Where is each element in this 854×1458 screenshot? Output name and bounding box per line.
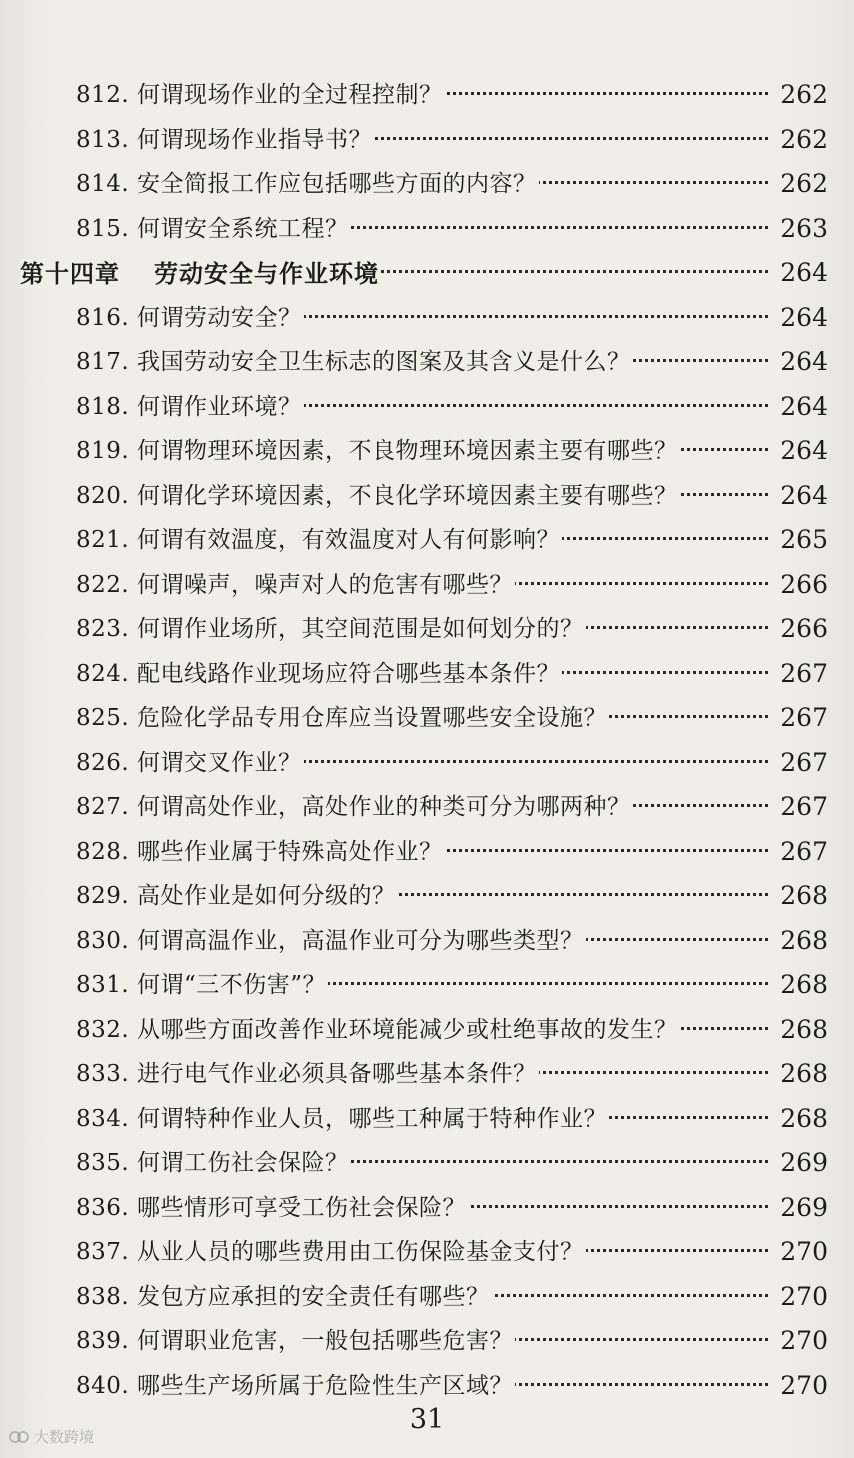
page-ref: 267: [780, 658, 828, 688]
toc-entry-row: [0, 602, 854, 647]
question-text: 何谓劳动安全？: [137, 304, 302, 331]
toc-entry-row: [0, 1314, 854, 1359]
question-text: 哪些生产场所属于危险性生产区域？: [137, 1372, 514, 1399]
toc-entry-title: [76, 210, 764, 243]
toc-entry-row: [0, 380, 854, 425]
page-ref: 264: [780, 347, 828, 376]
toc-entry-row: [0, 1047, 854, 1092]
chapter-title: 劳动安全与作业环境: [154, 259, 379, 288]
question-text: 何谓作业环境？: [137, 393, 302, 420]
toc-entry-text: [76, 483, 680, 509]
toc-entry-text: [20, 259, 381, 288]
question-text: 何谓现场作业的全过程控制？: [137, 82, 443, 108]
toc-entry-text: [76, 661, 562, 687]
question-text: 我国劳动安全卫生标志的图案及其含义是什么？: [137, 349, 631, 375]
toc-entry-row: [0, 1003, 854, 1048]
toc-entry-row: [0, 291, 854, 336]
watermark: [8, 1426, 94, 1447]
toc-entry-text: [76, 1150, 351, 1176]
toc-entry-title: [76, 744, 764, 777]
toc-entry-text: [76, 839, 445, 865]
toc-entry-title: [76, 1055, 764, 1088]
question-number: 838.: [76, 1283, 130, 1310]
toc-entry-text: [76, 1017, 680, 1043]
toc-entry-text: [76, 750, 304, 776]
page-ref: 265: [780, 525, 828, 554]
page-ref: 264: [780, 391, 828, 421]
chapter-number: 第十四章: [20, 259, 120, 288]
page-ref: 264: [780, 480, 828, 510]
page-ref: 266: [780, 569, 828, 599]
toc-entry-row: [0, 68, 854, 113]
toc-entry-title: [76, 299, 764, 332]
question-number: 833.: [76, 1061, 130, 1087]
watermark-text: 大数跨境: [34, 1428, 95, 1446]
toc-entry-text: [76, 883, 398, 909]
question-number: 817.: [76, 349, 130, 375]
page-ref: 268: [780, 881, 828, 910]
question-text: 何谓交叉作业？: [137, 749, 302, 776]
toc-entry-title: [76, 699, 764, 732]
toc-entry-text: [76, 349, 633, 375]
page-ref: 263: [780, 213, 828, 243]
question-text: 何谓现场作业指导书？: [137, 126, 373, 153]
toc-entry-text: [76, 972, 328, 998]
toc-entry-title: [76, 343, 764, 376]
question-text: 哪些情形可享受工伤社会保险？: [137, 1194, 467, 1221]
question-number: 826.: [76, 749, 130, 776]
toc-entry-row: [0, 736, 854, 781]
toc-entry-title: [20, 254, 764, 289]
question-number: 831.: [76, 972, 130, 998]
toc-entry-row: [0, 647, 854, 692]
toc-entry-text: [76, 1195, 468, 1221]
question-text: 何谓特种作业人员，哪些工种属于特种作业？: [137, 1105, 608, 1132]
toc-entry-row: [0, 869, 854, 914]
toc-entry-title: [76, 877, 764, 910]
question-number: 828.: [76, 838, 130, 865]
toc-entry-title: [76, 655, 764, 688]
page-ref: 270: [780, 1370, 828, 1400]
watermark-logo-icon: [8, 1428, 30, 1446]
question-number: 814.: [76, 171, 130, 197]
question-number: 821.: [76, 527, 130, 553]
page-ref: 262: [780, 169, 828, 198]
question-number: 822.: [76, 571, 130, 598]
toc-entry-row: [0, 113, 854, 158]
table-of-contents: [0, 68, 854, 1403]
question-number: 840.: [76, 1372, 130, 1399]
question-text: 何谓噪声，噪声对人的危害有哪些？: [137, 571, 514, 598]
toc-chapter-row: [0, 246, 854, 291]
question-text: 从哪些方面改善作业环境能减少或杜绝事故的发生？: [137, 1016, 678, 1043]
toc-entry-title: [76, 1144, 764, 1177]
toc-entry-title: [76, 1189, 764, 1222]
question-text: 何谓职业危害，一般包括哪些危害？: [137, 1328, 514, 1354]
toc-entry-row: [0, 691, 854, 736]
toc-entry-row: [0, 157, 854, 202]
question-text: 发包方应承担的安全责任有哪些？: [137, 1283, 490, 1310]
page-ref: 268: [780, 1014, 828, 1044]
toc-entry-title: [76, 121, 764, 154]
toc-entry-row: [0, 914, 854, 959]
toc-entry-row: [0, 335, 854, 380]
toc-entry-title: [76, 432, 764, 465]
question-number: 816.: [76, 304, 130, 331]
toc-entry-text: [76, 82, 445, 108]
question-text: 何谓化学环境因素，不良化学环境因素主要有哪些？: [137, 482, 678, 509]
toc-entry-text: [76, 1328, 515, 1354]
toc-entry-text: [76, 616, 586, 642]
question-number: 839.: [76, 1328, 130, 1354]
question-text: 何谓作业场所，其空间范围是如何划分的？: [137, 616, 584, 642]
toc-entry-title: [76, 966, 764, 999]
page-ref: 270: [780, 1237, 828, 1266]
toc-entry-row: [0, 513, 854, 558]
question-number: 812.: [76, 82, 130, 108]
toc-entry-text: [76, 127, 374, 153]
toc-entry-text: [76, 1061, 539, 1087]
toc-entry-text: [76, 305, 304, 331]
question-text: 安全简报工作应包括哪些方面的内容？: [137, 171, 537, 197]
toc-entry-title: [76, 76, 764, 109]
toc-entry-row: [0, 558, 854, 603]
toc-entry-row: [0, 958, 854, 1003]
question-text: 哪些作业属于特殊高处作业？: [137, 838, 443, 865]
question-number: 825.: [76, 705, 130, 731]
toc-entry-text: [76, 1106, 609, 1132]
page-ref: 264: [780, 302, 828, 332]
toc-entry-title: [76, 833, 764, 866]
toc-entry-title: [76, 521, 764, 554]
question-text: 配电线路作业现场应符合哪些基本条件？: [137, 660, 561, 687]
toc-entry-text: [76, 1239, 586, 1265]
toc-entry-title: [76, 388, 764, 421]
toc-entry-row: [0, 1136, 854, 1181]
toc-entry-title: [76, 922, 764, 955]
page-ref: 268: [780, 925, 828, 955]
question-number: 832.: [76, 1016, 130, 1043]
page-ref: 266: [780, 614, 828, 643]
page-ref: 267: [780, 836, 828, 866]
question-text: 从业人员的哪些费用由工伤保险基金支付？: [137, 1239, 584, 1265]
question-number: 815.: [76, 215, 130, 242]
toc-entry-text: [76, 794, 633, 820]
page-ref: 264: [780, 436, 828, 465]
toc-entry-title: [76, 1278, 764, 1311]
page-ref: 262: [780, 80, 828, 109]
question-number: 827.: [76, 794, 130, 820]
toc-entry-title: [76, 1011, 764, 1044]
question-text: 进行电气作业必须具备哪些基本条件？: [137, 1061, 537, 1087]
page-ref: 268: [780, 1059, 828, 1088]
toc-entry-row: [0, 1092, 854, 1137]
toc-entry-title: [76, 1233, 764, 1266]
question-text: 何谓安全系统工程？: [137, 215, 349, 242]
question-text: 何谓物理环境因素，不良物理环境因素主要有哪些？: [137, 438, 678, 464]
toc-entry-title: [76, 1100, 764, 1133]
toc-entry-title: [76, 1322, 764, 1355]
toc-entry-row: [0, 1270, 854, 1315]
toc-entry-title: [76, 788, 764, 821]
page-ref: 267: [780, 703, 828, 732]
question-number: 836.: [76, 1194, 130, 1221]
toc-entry-text: [76, 527, 562, 553]
question-text: 高处作业是如何分级的？: [137, 883, 396, 909]
page-ref: 268: [780, 1103, 828, 1133]
toc-entry-row: [0, 1359, 854, 1404]
toc-entry-text: [76, 438, 680, 464]
question-text: 何谓高处作业，高处作业的种类可分为哪两种？: [137, 794, 631, 820]
question-number: 818.: [76, 393, 130, 420]
toc-entry-row: [0, 780, 854, 825]
toc-entry-row: [0, 825, 854, 870]
question-number: 837.: [76, 1239, 130, 1265]
page-ref: 270: [780, 1281, 828, 1311]
page-ref: 262: [780, 124, 828, 154]
toc-entry-row: [0, 424, 854, 469]
page-ref: 269: [780, 1148, 828, 1177]
page-ref: 268: [780, 970, 828, 999]
question-text: 何谓高温作业，高温作业可分为哪些类型？: [137, 927, 584, 954]
page-ref: 270: [780, 1326, 828, 1355]
question-number: 835.: [76, 1150, 130, 1176]
toc-entry-row: [0, 1181, 854, 1226]
toc-entry-text: [76, 171, 539, 197]
toc-entry-title: [76, 1367, 764, 1400]
toc-entry-text: [76, 216, 351, 242]
toc-entry-text: [76, 572, 515, 598]
toc-entry-text: [76, 705, 609, 731]
question-number: 819.: [76, 438, 130, 464]
page-ref: 267: [780, 747, 828, 777]
question-text: 何谓有效温度，有效温度对人有何影响？: [137, 527, 561, 553]
question-number: 820.: [76, 482, 130, 509]
page-ref: 264: [780, 258, 828, 287]
page-number: 31: [409, 1404, 445, 1435]
question-number: 824.: [76, 660, 130, 687]
question-number: 813.: [76, 126, 130, 153]
toc-entry-row: [0, 202, 854, 247]
page-ref: 269: [780, 1192, 828, 1222]
toc-entry-text: [76, 394, 304, 420]
toc-entry-title: [76, 477, 764, 510]
toc-entry-text: [76, 1284, 492, 1310]
page-ref: 267: [780, 792, 828, 821]
toc-entry-text: [76, 1373, 515, 1399]
question-text: 何谓“三不伤害”？: [137, 972, 327, 998]
toc-entry-title: [76, 566, 764, 599]
toc-entry-title: [76, 610, 764, 643]
question-text: 危险化学品专用仓库应当设置哪些安全设施？: [137, 705, 608, 731]
question-number: 830.: [76, 927, 130, 954]
toc-entry-text: [76, 928, 586, 954]
question-number: 823.: [76, 616, 130, 642]
question-text: 何谓工伤社会保险？: [137, 1150, 349, 1176]
toc-entry-row: [0, 1225, 854, 1270]
question-number: 834.: [76, 1105, 130, 1132]
toc-entry-row: [0, 469, 854, 514]
toc-entry-title: [76, 165, 764, 198]
question-number: 829.: [76, 883, 130, 909]
